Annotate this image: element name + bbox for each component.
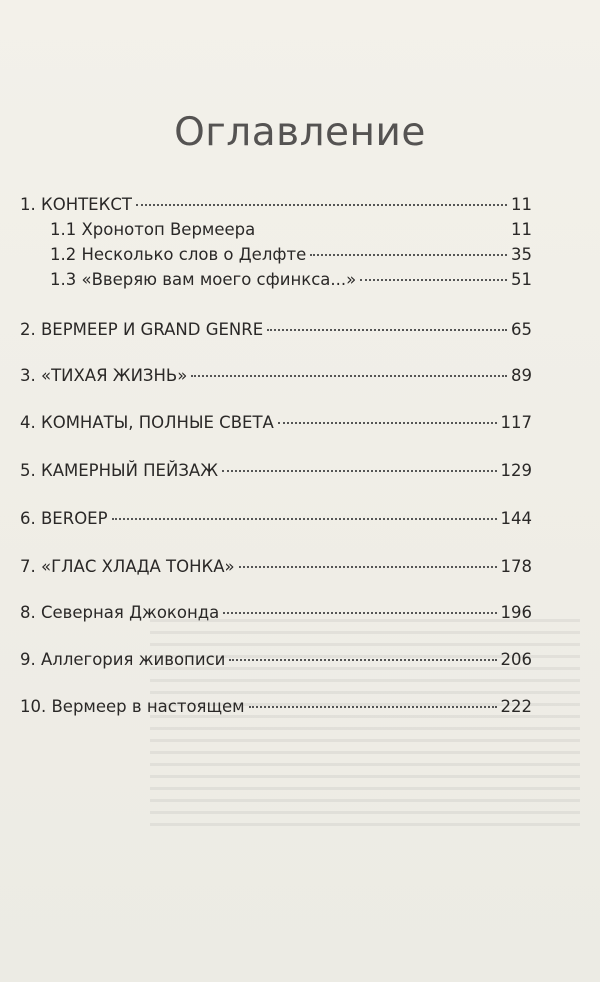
dot-leader [229, 659, 496, 661]
toc-entry-page: 206 [500, 650, 532, 669]
toc-entry-page: 35 [511, 245, 532, 264]
toc-entry-label: 9. Аллегория живописи [20, 650, 226, 669]
toc-entry-page: 178 [500, 557, 532, 576]
toc-entry-present [20, 697, 532, 717]
dot-leader [112, 518, 497, 520]
toc-entry-beroep [20, 509, 532, 529]
toc-entry-page: 144 [500, 509, 532, 528]
dot-leader [222, 470, 497, 472]
toc-entry-page: 222 [500, 697, 532, 716]
dot-leader [267, 329, 507, 331]
toc-entry-page: 196 [500, 603, 532, 622]
dot-leader [310, 254, 507, 256]
toc-entry-page: 117 [500, 413, 532, 432]
toc-entry-page: 51 [511, 270, 532, 289]
toc-entry-label: 1.3 «Вверяю вам моего сфинкса...» [50, 270, 357, 289]
page-title: Оглавление [174, 110, 426, 155]
toc-entry-label: 1.1 Хронотоп Вермеера [50, 220, 256, 239]
toc-entry-gioconda [20, 603, 532, 623]
toc-entry-page: 11 [511, 220, 532, 239]
dot-leader [136, 204, 507, 206]
toc-entry-label: 1. КОНТЕКСТ [20, 195, 132, 214]
toc-entry-landscape [20, 461, 532, 481]
toc-subentry-chronotope [50, 220, 532, 240]
toc-entry-label: 6. BEROEP [20, 509, 108, 528]
dot-leader [259, 229, 507, 231]
dot-leader [278, 422, 497, 424]
dot-leader [360, 279, 507, 281]
toc-entry-label: 7. «ГЛАС ХЛАДА ТОНКА» [20, 557, 235, 576]
toc-entry-page: 65 [511, 320, 532, 339]
toc-entry-grand-genre [20, 320, 532, 340]
toc-entry-voice [20, 557, 532, 577]
toc-subentry-sphinx [50, 270, 532, 290]
dot-leader [239, 566, 497, 568]
dot-leader [191, 375, 507, 377]
toc-entry-label: 10. Вермеер в настоящем [20, 697, 245, 716]
toc-entry-rooms [20, 413, 532, 433]
table-of-contents [20, 0, 532, 982]
toc-entry-page: 129 [500, 461, 532, 480]
toc-entry-label: 5. КАМЕРНЫЙ ПЕЙЗАЖ [20, 461, 218, 480]
toc-entry-still-life [20, 366, 532, 386]
dot-leader [249, 706, 497, 708]
toc-entry-context [20, 195, 532, 215]
toc-entry-label: 8. Северная Джоконда [20, 603, 220, 622]
toc-entry-page: 89 [511, 366, 532, 385]
toc-subentry-delft [50, 245, 532, 265]
toc-entry-page: 11 [511, 195, 532, 214]
toc-entry-label: 4. КОМНАТЫ, ПОЛНЫЕ СВЕТА [20, 413, 274, 432]
toc-entry-label: 3. «ТИХАЯ ЖИЗНЬ» [20, 366, 188, 385]
dot-leader [223, 612, 496, 614]
toc-entry-label: 2. ВЕРМЕЕР И GRAND GENRE [20, 320, 264, 339]
toc-entry-allegory [20, 650, 532, 670]
toc-entry-label: 1.2 Несколько слов о Делфте [50, 245, 307, 264]
